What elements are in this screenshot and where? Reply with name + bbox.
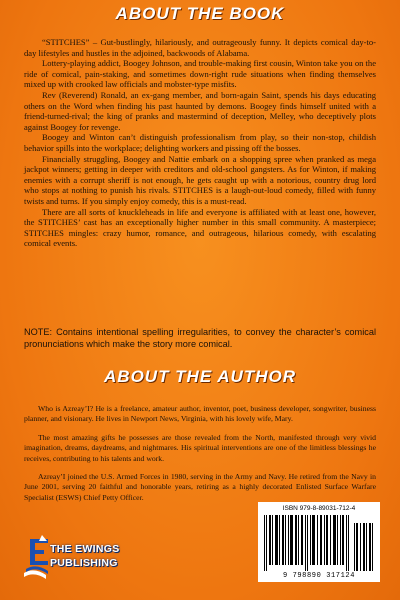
publisher-name-line1: THE EWINGS [50, 543, 120, 555]
about-author-heading: ABOUT THE AUTHOR [104, 367, 296, 386]
book-paragraph: “STITCHES” – Gut-bustlingly, hilariously, and outrageously funny. It depicts comical day-to-day lifestyles and hustles in the adjoined, backwoods of Alabama. [24, 37, 376, 58]
author-paragraph: Azreay’I joined the U.S. Armed Forces in 1980, serving in the Army and Navy. He retired from the Navy in June 2001, serving 20 faithful and honorable years, retiring as a highly decorated Enlisted Surface Warfare Specialist (ESWS) Chief Petty Officer. [24, 472, 376, 502]
publisher-name-line2: PUBLISHING [50, 557, 118, 569]
isbn-number: ISBN 979-8-89031-712-4 [282, 505, 356, 512]
book-paragraph: Boogey and Winton can’t distinguish professionalism from play, so their non-stop, childish behavior spills into the workplace; delighting workers and pissing off the bosses. [24, 132, 376, 153]
spelling-note: NOTE: Contains intentional spelling irregularities, to convey the character’s comical pronunciations which make the story more comical. [24, 327, 376, 349]
book-paragraph: Rev (Reverend) Ronald, an ex-gang member, and born-again Saint, spends his days educating others on the Word when finding his past haunted by demons. Boogey finds himself united with a friend-turned-rival; the king of pranks and mastermind of deception, Melley, who deceptively plots against Boogey for revenge. [24, 89, 376, 132]
barcode-bars [264, 515, 350, 571]
author-paragraph: The most amazing gifts he possesses are those revealed from the North, manifested through very vivid imagination, dreams, daydreams, and nightmares. His spiritual interventions are one of the limitless blessings he receives, contributing to his talents and work. [24, 432, 376, 463]
book-paragraph: There are all sorts of knuckleheads in life and everyone is affiliated with at least one, however, the STITCHES’ cast has an exceptionally higher number in this small community. A masterpiece; STITCHES mingles: crazy humor, romance, and outrageous, hilarious comedy, with escalating comical events. [24, 206, 376, 249]
about-book-text [24, 37, 376, 249]
isbn-barcode [258, 502, 380, 582]
publisher-logo [20, 533, 140, 581]
book-paragraph: Financially struggling, Boogey and Nattie embark on a shopping spree when pranked as mega jackpot winners; getting in deeper with creditors and old-school gangsters. As for Winton, if making enemies with a corrupt sheriff is not enough, he gets caught up with a notorious, country drug lord who stops at nothing to punish his rivals. STITCHES is a laugh-out-loud comedy, filled with funny twists and turns. If you simply enjoy comedy, this is a must-read. [24, 153, 376, 206]
about-book-heading: ABOUT THE BOOK [115, 4, 285, 23]
book-paragraph: Lottery-playing addict, Boogey Johnson, and trouble-making first cousin, Winton take you on the ride of comical, pain-staking, and sometimes down-right rude situations when finding themselves mixed up with crooked law officials and mobster-type misfits. [24, 58, 376, 90]
barcode-digits: 9 798890 317124 [282, 572, 355, 580]
about-author-text [24, 404, 376, 511]
price-addon-bars [354, 515, 374, 571]
author-paragraph: Who is Azreay’I? He is a freelance, amateur author, inventor, poet, business developer, songwriter, business planner, and visionary. He lives in Newport News, Virginia, with his lovely wife, Mary. [24, 404, 376, 424]
